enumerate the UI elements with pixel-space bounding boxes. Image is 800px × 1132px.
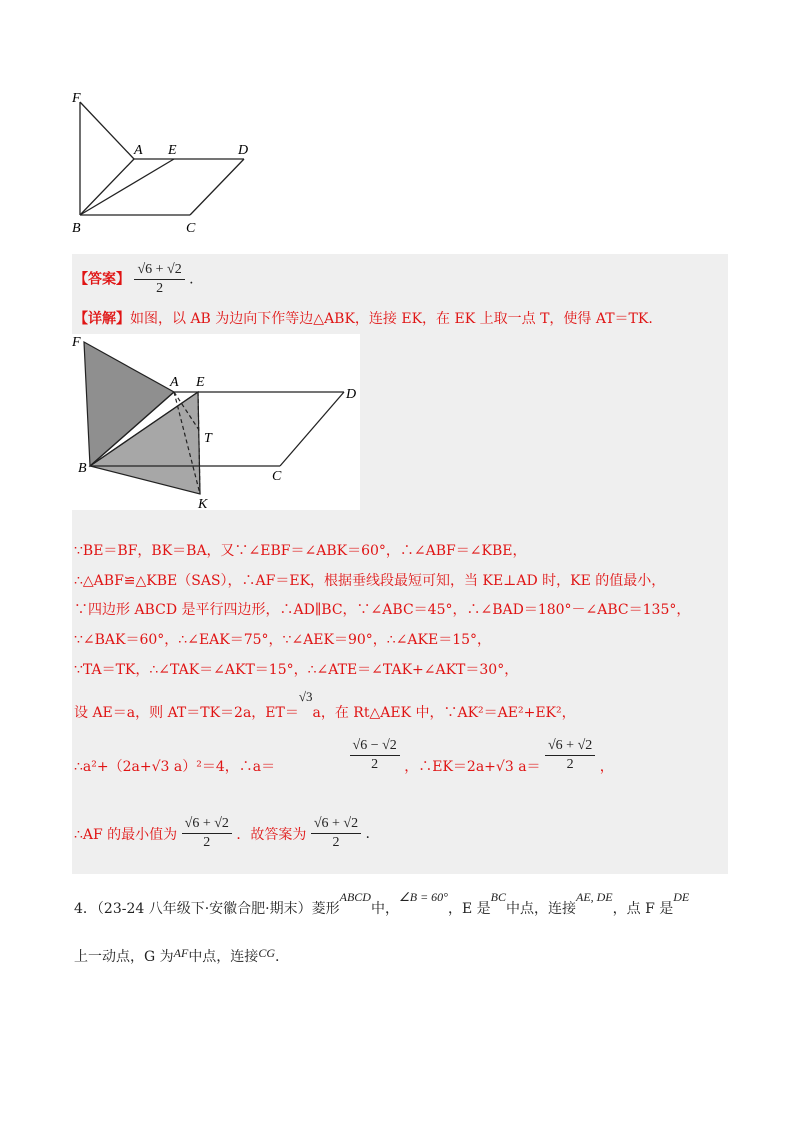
- proof-line-8b: ．故答案为: [236, 826, 307, 843]
- math-af: AF: [173, 946, 189, 960]
- frac-ek-num: √6 + √2: [545, 738, 595, 756]
- proof-line-6: [74, 689, 576, 722]
- proof-line-7: [74, 738, 614, 783]
- label-A: A: [170, 375, 179, 390]
- q4-text-1: 中，: [370, 901, 399, 917]
- question-4-line-1: [74, 890, 690, 918]
- q4-text-5: 上一动点，G 为: [74, 949, 174, 965]
- proof-line-2: ∴△ABF≌△KBE（SAS），∴AF＝EK，根据垂线段最短可知，当 KE⊥AD 时，KE 的值最小，: [74, 573, 666, 589]
- math-abcd: ABCD: [339, 890, 371, 904]
- answer-end: .: [189, 271, 194, 288]
- detail-line: [74, 308, 653, 328]
- label-K: K: [198, 497, 208, 510]
- proof-line-7c: ，: [599, 758, 614, 775]
- proof-line-8: [74, 816, 370, 851]
- q4-text-4: ，点 F 是: [612, 901, 674, 917]
- answer-line: [74, 262, 194, 297]
- proof-line-7b: ，∴EK＝2a+√3 a＝: [404, 758, 541, 775]
- answer-frac-den: 2: [156, 281, 164, 296]
- question-source: （23-24 八年级下·安徽合肥·期末）菱形: [96, 901, 340, 917]
- label-D: D: [238, 143, 249, 158]
- answer-frac-num: √6 + √2: [134, 262, 184, 280]
- label-B: B: [72, 221, 81, 236]
- question-number: 4．: [74, 901, 97, 917]
- proof-line-1: ∵BE＝BF，BK＝BA，又∵∠EBF＝∠ABK＝60°，∴∠ABF＝∠KBE，: [74, 543, 527, 559]
- label-C: C: [186, 221, 196, 236]
- label-F: F: [72, 91, 81, 106]
- label-A: A: [134, 143, 143, 158]
- proof-line-8c: .: [365, 825, 370, 842]
- proof-line-6b: a，在 Rt△AEK 中，∵AK²＝AE²+EK²，: [312, 705, 576, 721]
- frac-a-den: 2: [371, 757, 379, 772]
- frac-final-den: 2: [332, 835, 340, 850]
- fraction-af-min: [182, 816, 232, 851]
- proof-line-5: ∵TA＝TK，∴∠TAK＝∠AKT＝15°，∴∠ATE＝∠TAK+∠AKT＝30°，: [74, 662, 519, 678]
- frac-final-num: √6 + √2: [311, 816, 361, 834]
- math-cg: CG: [258, 946, 275, 960]
- answer-fraction: [134, 262, 184, 297]
- label-B: B: [78, 461, 87, 476]
- math-bc: BC: [490, 890, 506, 904]
- label-E: E: [196, 375, 205, 390]
- q4-text-3: 中点，连接: [505, 901, 576, 917]
- math-de: DE: [673, 890, 690, 904]
- q4-text-6: 中点，连接: [188, 949, 259, 965]
- frac-ek-den: 2: [566, 757, 574, 772]
- proof-line-6a: 设 AE＝a，则 AT＝TK＝2a，ET＝: [74, 705, 299, 721]
- label-T: T: [204, 431, 212, 446]
- detail-text: 如图，以 AB 为边向下作等边△ABK，连接 EK，在 EK 上取一点 T，使得 AT＝TK.: [130, 311, 653, 327]
- fraction-final-answer: [311, 816, 361, 851]
- math-ae-de: AE, DE: [575, 890, 613, 904]
- sqrt3-raised: √3: [298, 689, 313, 704]
- answer-tag: 【答案】: [74, 271, 130, 288]
- fraction-a: [350, 738, 400, 773]
- q4-text-2: ，E 是: [447, 901, 491, 917]
- math-angle-b: ∠B = 60°: [398, 890, 448, 904]
- proof-line-7a: ∴a²+（2a+√3 a）²＝4，∴a＝: [74, 758, 276, 775]
- proof-line-8a: ∴AF 的最小值为: [74, 826, 178, 843]
- frac-af-den: 2: [203, 835, 211, 850]
- frac-af-num: √6 + √2: [182, 816, 232, 834]
- label-C: C: [272, 469, 282, 484]
- fraction-ek: [545, 738, 595, 773]
- figure-1-diagram: [68, 90, 268, 240]
- frac-a-num: √6 − √2: [350, 738, 400, 756]
- proof-line-4: ∵∠BAK＝60°，∴∠EAK＝75°，∵∠AEK＝90°，∴∠AKE＝15°，: [74, 632, 492, 648]
- proof-line-3: ∵四边形 ABCD 是平行四边形，∴AD∥BC，∵∠ABC＝45°，∴∠BAD＝180°－∠ABC＝135°，: [74, 602, 691, 618]
- label-E: E: [168, 143, 177, 158]
- figure-2-diagram: [72, 334, 360, 510]
- label-D: D: [346, 387, 357, 402]
- q4-text-7: .: [274, 949, 280, 965]
- question-4-line-2: [74, 946, 279, 966]
- detail-tag: 【详解】: [74, 311, 130, 327]
- label-F: F: [72, 335, 81, 350]
